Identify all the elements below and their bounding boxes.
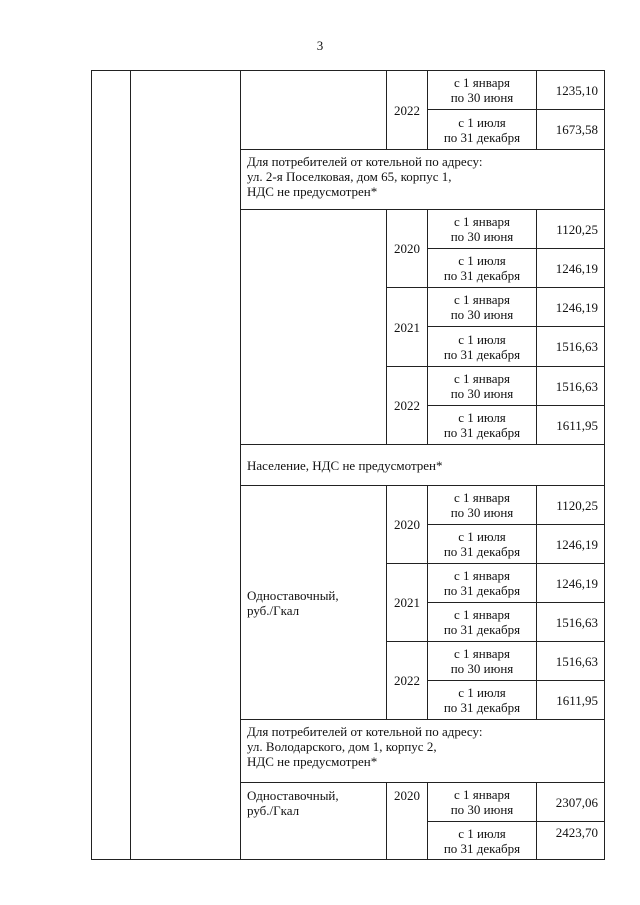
year-cell: 2022 bbox=[387, 71, 428, 150]
tariff-value: 1235,10 bbox=[537, 71, 605, 110]
year-cell: 2020 bbox=[387, 783, 428, 860]
tariff-value: 1611,95 bbox=[537, 406, 605, 445]
tariff-type-cell bbox=[241, 71, 387, 150]
year-cell: 2020 bbox=[387, 210, 428, 288]
tariff-value: 2307,06 bbox=[537, 783, 605, 822]
table-row bbox=[92, 71, 605, 110]
period-cell: с 1 января по 30 июня bbox=[428, 783, 537, 822]
tariff-value: 1246,19 bbox=[537, 249, 605, 288]
tariff-value: 1516,63 bbox=[537, 367, 605, 406]
period-cell: с 1 июля по 31 декабря bbox=[428, 681, 537, 720]
tariff-type-cell bbox=[241, 210, 387, 445]
period-cell: с 1 июля по 31 декабря bbox=[428, 249, 537, 288]
tariff-type-cell: Одноставочный, руб./Гкал bbox=[241, 486, 387, 720]
tariff-value: 1246,19 bbox=[537, 288, 605, 327]
page-number: 3 bbox=[316, 38, 324, 53]
period-cell: с 1 января по 30 июня bbox=[428, 642, 537, 681]
tariff-value: 1246,19 bbox=[537, 525, 605, 564]
period-cell: с 1 июля по 31 декабря bbox=[428, 406, 537, 445]
year-cell: 2022 bbox=[387, 642, 428, 720]
tariff-value: 1673,58 bbox=[537, 110, 605, 150]
tariff-value: 1516,63 bbox=[537, 327, 605, 367]
name-column-cell bbox=[131, 71, 241, 860]
section-heading: Для потребителей от котельной по адресу: ул. 2-я Поселковая, дом 65, корпус 1, НДС не предусмотрен* bbox=[241, 150, 605, 210]
year-cell: 2021 bbox=[387, 288, 428, 367]
tariff-value: 1246,19 bbox=[537, 564, 605, 603]
period-cell: с 1 января по 31 декабря bbox=[428, 564, 537, 603]
tariff-table bbox=[91, 70, 605, 860]
year-cell: 2020 bbox=[387, 486, 428, 564]
period-cell: с 1 января по 31 декабря bbox=[428, 603, 537, 642]
period-cell: с 1 июля по 31 декабря bbox=[428, 525, 537, 564]
tariff-value: 1516,63 bbox=[537, 642, 605, 681]
period-cell: с 1 января по 30 июня bbox=[428, 288, 537, 327]
period-cell: с 1 июля по 31 декабря bbox=[428, 327, 537, 367]
tariff-value: 1120,25 bbox=[537, 210, 605, 249]
tariff-value: 2423,70 bbox=[537, 822, 605, 860]
period-cell: с 1 января по 30 июня bbox=[428, 367, 537, 406]
period-cell: с 1 июля по 31 декабря bbox=[428, 110, 537, 150]
tariff-value: 1120,25 bbox=[537, 486, 605, 525]
year-cell: 2022 bbox=[387, 367, 428, 445]
section-heading: Для потребителей от котельной по адресу: ул. Володарского, дом 1, корпус 2, НДС не предусмотрен* bbox=[241, 720, 605, 783]
section-heading: Население, НДС не предусмотрен* bbox=[241, 445, 605, 486]
period-cell: с 1 января по 30 июня bbox=[428, 210, 537, 249]
tariff-value: 1516,63 bbox=[537, 603, 605, 642]
period-cell: с 1 июля по 31 декабря bbox=[428, 822, 537, 860]
period-cell: с 1 января по 30 июня bbox=[428, 486, 537, 525]
tariff-value: 1611,95 bbox=[537, 681, 605, 720]
year-cell: 2021 bbox=[387, 564, 428, 642]
tariff-type-cell: Одноставочный, руб./Гкал bbox=[241, 783, 387, 860]
number-column-cell bbox=[92, 71, 131, 860]
period-cell: с 1 января по 30 июня bbox=[428, 71, 537, 110]
